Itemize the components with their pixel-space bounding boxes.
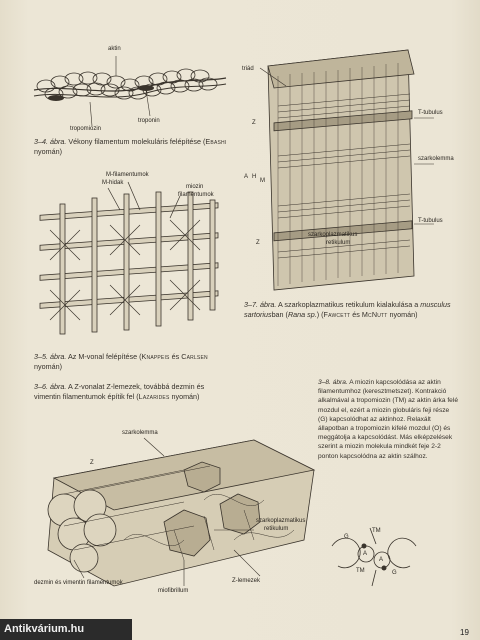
watermark: Antikvárium.hu — [0, 619, 132, 640]
caption-3-5: 3–5. ábra. Az M-vonal felépítése (Knappeis és Carlsen nyomán) — [34, 352, 208, 371]
label-troponin: troponin — [138, 118, 160, 124]
label-szarkolemma: szarkolemma — [418, 156, 454, 162]
page-number: 19 — [460, 628, 469, 637]
caption-3-4: 3–4. ábra. Vékony filamentum molekuláris felépítése (Ebashi nyomán) — [34, 137, 227, 156]
label-m-hidak: M-hidak — [102, 180, 124, 186]
label-szarkolemma-3-6: szarkolemma — [122, 430, 158, 436]
caption-3-6: 3–6. ábra. A Z-vonalat Z-lemezek, továbbá dezmin és vimentin filamentumok építik fel (Lazarides nyomán) — [34, 382, 205, 401]
label-szarkoplazmatikus: szarkoplazmatikus — [308, 232, 358, 238]
label-z-top: Z — [252, 120, 256, 126]
figure-3-7-sarcoplasmic-reticulum — [238, 46, 458, 294]
label-tm-top: TM — [372, 528, 381, 534]
label-retikulum: retikulum — [326, 240, 351, 246]
label-a-left: A — [363, 551, 368, 557]
label-g-bottom: G — [392, 570, 397, 576]
figure-3-5-m-line — [30, 170, 230, 340]
figure-3-4-thin-filament — [30, 42, 230, 134]
label-t-tubulus-top: T-tubulus — [418, 110, 443, 116]
figure-3-6-z-line — [34, 410, 324, 610]
label-t-tubulus-bottom: T-tubulus — [418, 218, 443, 224]
label-szarkoplazmatikus-3-6: szarkoplazmatikus — [256, 518, 306, 524]
figure-3-8-cross-section — [326, 524, 422, 590]
label-g-top: G — [344, 534, 349, 540]
label-h-zone: H — [252, 174, 257, 180]
label-retikulum-3-6: retikulum — [264, 526, 289, 532]
caption-3-7: 3–7. ábra. A szarkoplazmatikus retikulum kialakulása a musculus sartoriusban (Rana sp.) (Fawcett és McNutt nyomán) — [244, 300, 451, 319]
label-triad: triád — [242, 66, 254, 72]
label-tm-bottom: TM — [356, 568, 365, 574]
label-z-3-6: Z — [90, 460, 94, 466]
label-m-filamentumok: M-filamentumok — [106, 172, 149, 178]
label-miofibrillum: miofibrillum — [158, 588, 189, 594]
label-a-right: A — [379, 557, 384, 563]
label-z-bottom: Z — [256, 240, 260, 246]
label-miozin: miozin — [186, 184, 204, 190]
label-aktin: aktin — [108, 46, 121, 52]
label-dezmin: dezmin és vimentin filamentumok — [34, 580, 123, 586]
caption-3-8: 3–8. ábra. A miozin kapcsolódása az aktin filamentumhoz (keresztmetszet). Kontrakció alkalmával a tropomiozin (TM) az aktin árka felé mozdul el, ezért a miozin globuláris feji része (G) kapcsolódhat az aktinhoz. Relaxált állapotban a tropomiozin kifelé mozdul (O) és meggátolja a kapcsolódást. Más elképzelések szerint a miozin molekula mindkét feje 2-2 ponton kapcsolódna az aktin szálhoz. — [318, 379, 458, 460]
label-a-band: A — [244, 174, 249, 180]
label-z-lemezek: Z-lemezek — [232, 578, 261, 584]
label-tropomiozin: tropomiozin — [70, 126, 102, 132]
label-m-line: M — [260, 178, 265, 184]
label-filamentumok: filamentumok — [178, 192, 214, 198]
